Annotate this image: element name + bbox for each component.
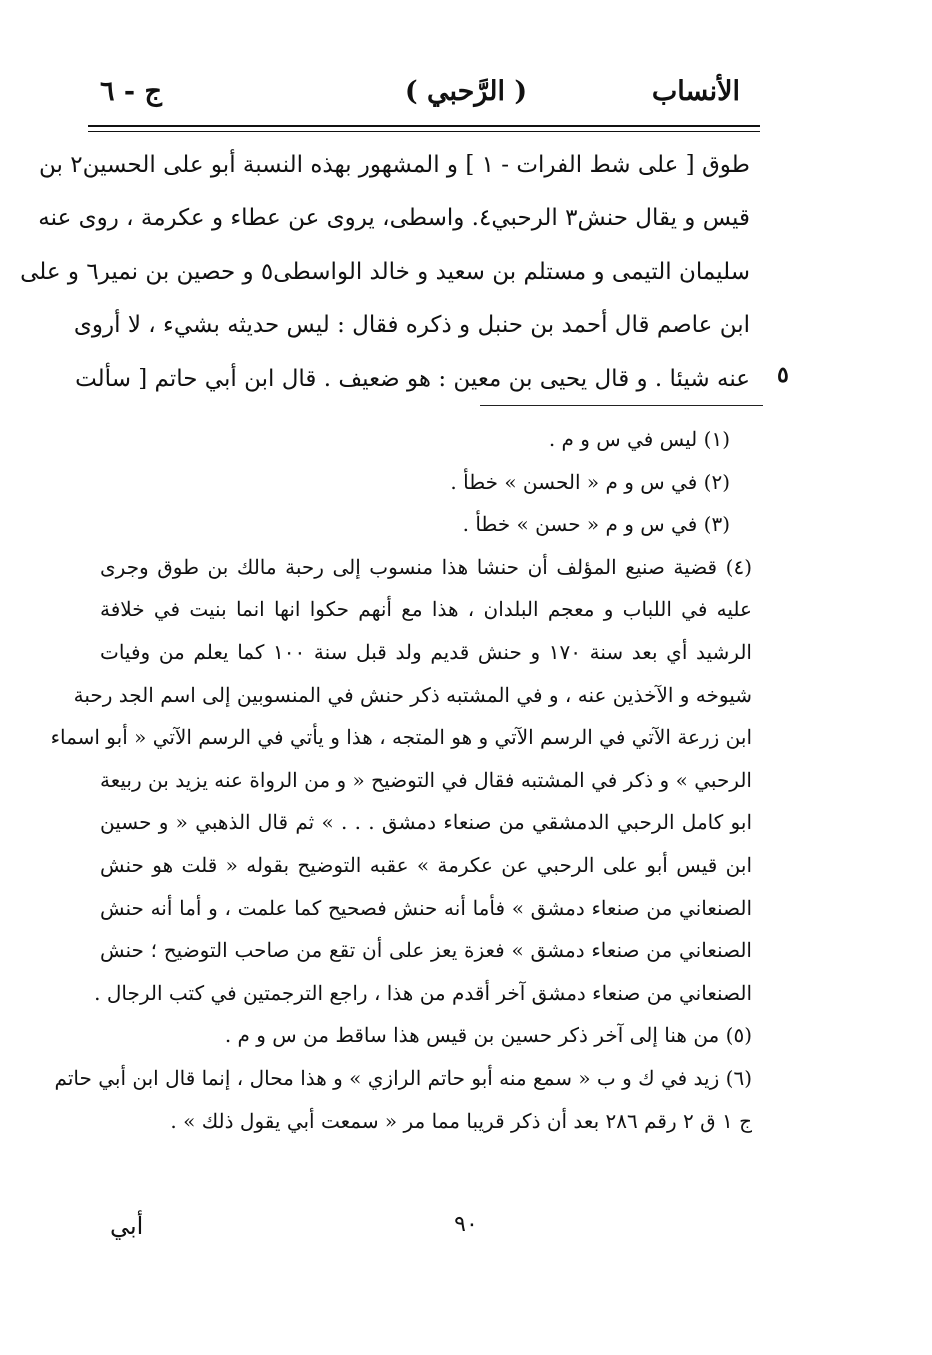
entry-title: ( الرَّحبي ) [404, 76, 528, 107]
body-line: سليمان التيمى و مستلم بن سعيد و خالد الواسطى٥ و حصين بن نمير٦ و على [20, 258, 750, 285]
footnote-line: ابو كامل الرحبي الدمشقي من صنعاء دمشق . . . » ثم قال الذهبي « و حسين [100, 810, 752, 835]
footnote-line: ج ١ ق ٢ رقم ٢٨٦ بعد أن ذكر قريبا مما مر « سمعت أبي يقول ذلك » . [170, 1108, 752, 1133]
body-line: طوق [ على شط الفرات - ١ ] و المشهور بهذه النسبة أبو على الحسين٢ بن [38, 152, 750, 178]
body-line: قيس و يقال حنش٣ الرحبي٤. واسطى، يروى عن عطاء و عكرمة ، روى عنه [38, 205, 750, 232]
book-title: الأنساب [651, 76, 740, 107]
footnote-line: شيوخه و الآخذين عنه ، و في المشتبه ذكر حنش في المنسوبين إلى اسم الجد رحبة [73, 682, 752, 707]
footnote-line: ابن قيس أبو على الرحبي عن عكرمة » عقبه التوضيح بقوله « قلت هو حنش [100, 852, 752, 877]
footnote-line: الصنعاني من صنعاء دمشق » فأما أنه حنش فصحيح كما علمت ، و أما أنه حنش [100, 895, 752, 920]
footnote-line: الرشيد أي بعد سنة ١٧٠ و حنش قديم ولد قبل سنة ١٠٠ كما يعلم من وفيات [100, 639, 752, 664]
main-text [20, 139, 750, 406]
catchword: أبي [110, 1212, 144, 1240]
footnote-line: (٥) من هنا إلى آخر ذكر حسين بن قيس هذا ساقط من س و م . [224, 1023, 752, 1048]
footnote-line: (١) ليس في س و م . [548, 427, 730, 451]
footnote-line: الصنعاني من صنعاء دمشق » فعزة يعز على أن تقع من صاحب التوضيح ؛ حنش [100, 938, 752, 963]
body-line: ابن عاصم قال أحمد بن حنبل و ذكره فقال : ليس حديثه بشيء ، لا أروى [73, 312, 750, 339]
footnote-line: (٢) في س و م « الحسن » خطأ . [450, 469, 730, 494]
footnote-line: الصنعاني من صنعاء دمشق آخر أقدم من هذا ، راجع الترجمتين في كتب الرجال . [94, 980, 752, 1005]
footnote-line: (٦) زيد في ك و ب « سمع منه أبو حاتم الرازي » و هذا محال ، إنما قال ابن أبي حاتم [54, 1065, 752, 1090]
footnote-separator [480, 405, 763, 406]
footnotes [50, 418, 752, 1142]
footnote-line: (٣) في س و م « حسن » خطأ . [462, 512, 730, 537]
footnote-line: (٤) قضية صنيع المؤلف أن حنشا هذا منسوب إلى رحبة مالك بن طوق وجرى [100, 554, 752, 579]
footnote-line: ابن زرعة الآتي في الرسم الآتي و هو المتجه ، هذا و يأتي في الرسم الآتي « أبو اسماء [50, 725, 752, 750]
footnote-line: الرحبي » و ذكر في المشتبه فقال في التوضيح « و من الرواة عنه يزيد بن ربيعة [100, 767, 752, 792]
volume-label: ج - ٦ [100, 76, 162, 107]
line-number-marker: ٥ [777, 362, 789, 388]
header-rule-thin [88, 131, 760, 132]
page-number: ٩٠ [454, 1212, 478, 1237]
header-rule-thick [88, 125, 760, 127]
body-line: عنه شيئا . و قال يحيى بن معين : هو ضعيف . قال ابن أبي حاتم [ سألت [75, 365, 750, 392]
footnote-line: عليه في اللباب و معجم البلدان ، هذا مع أنهم حكوا انها انما بنيت في خلافة [100, 597, 752, 622]
